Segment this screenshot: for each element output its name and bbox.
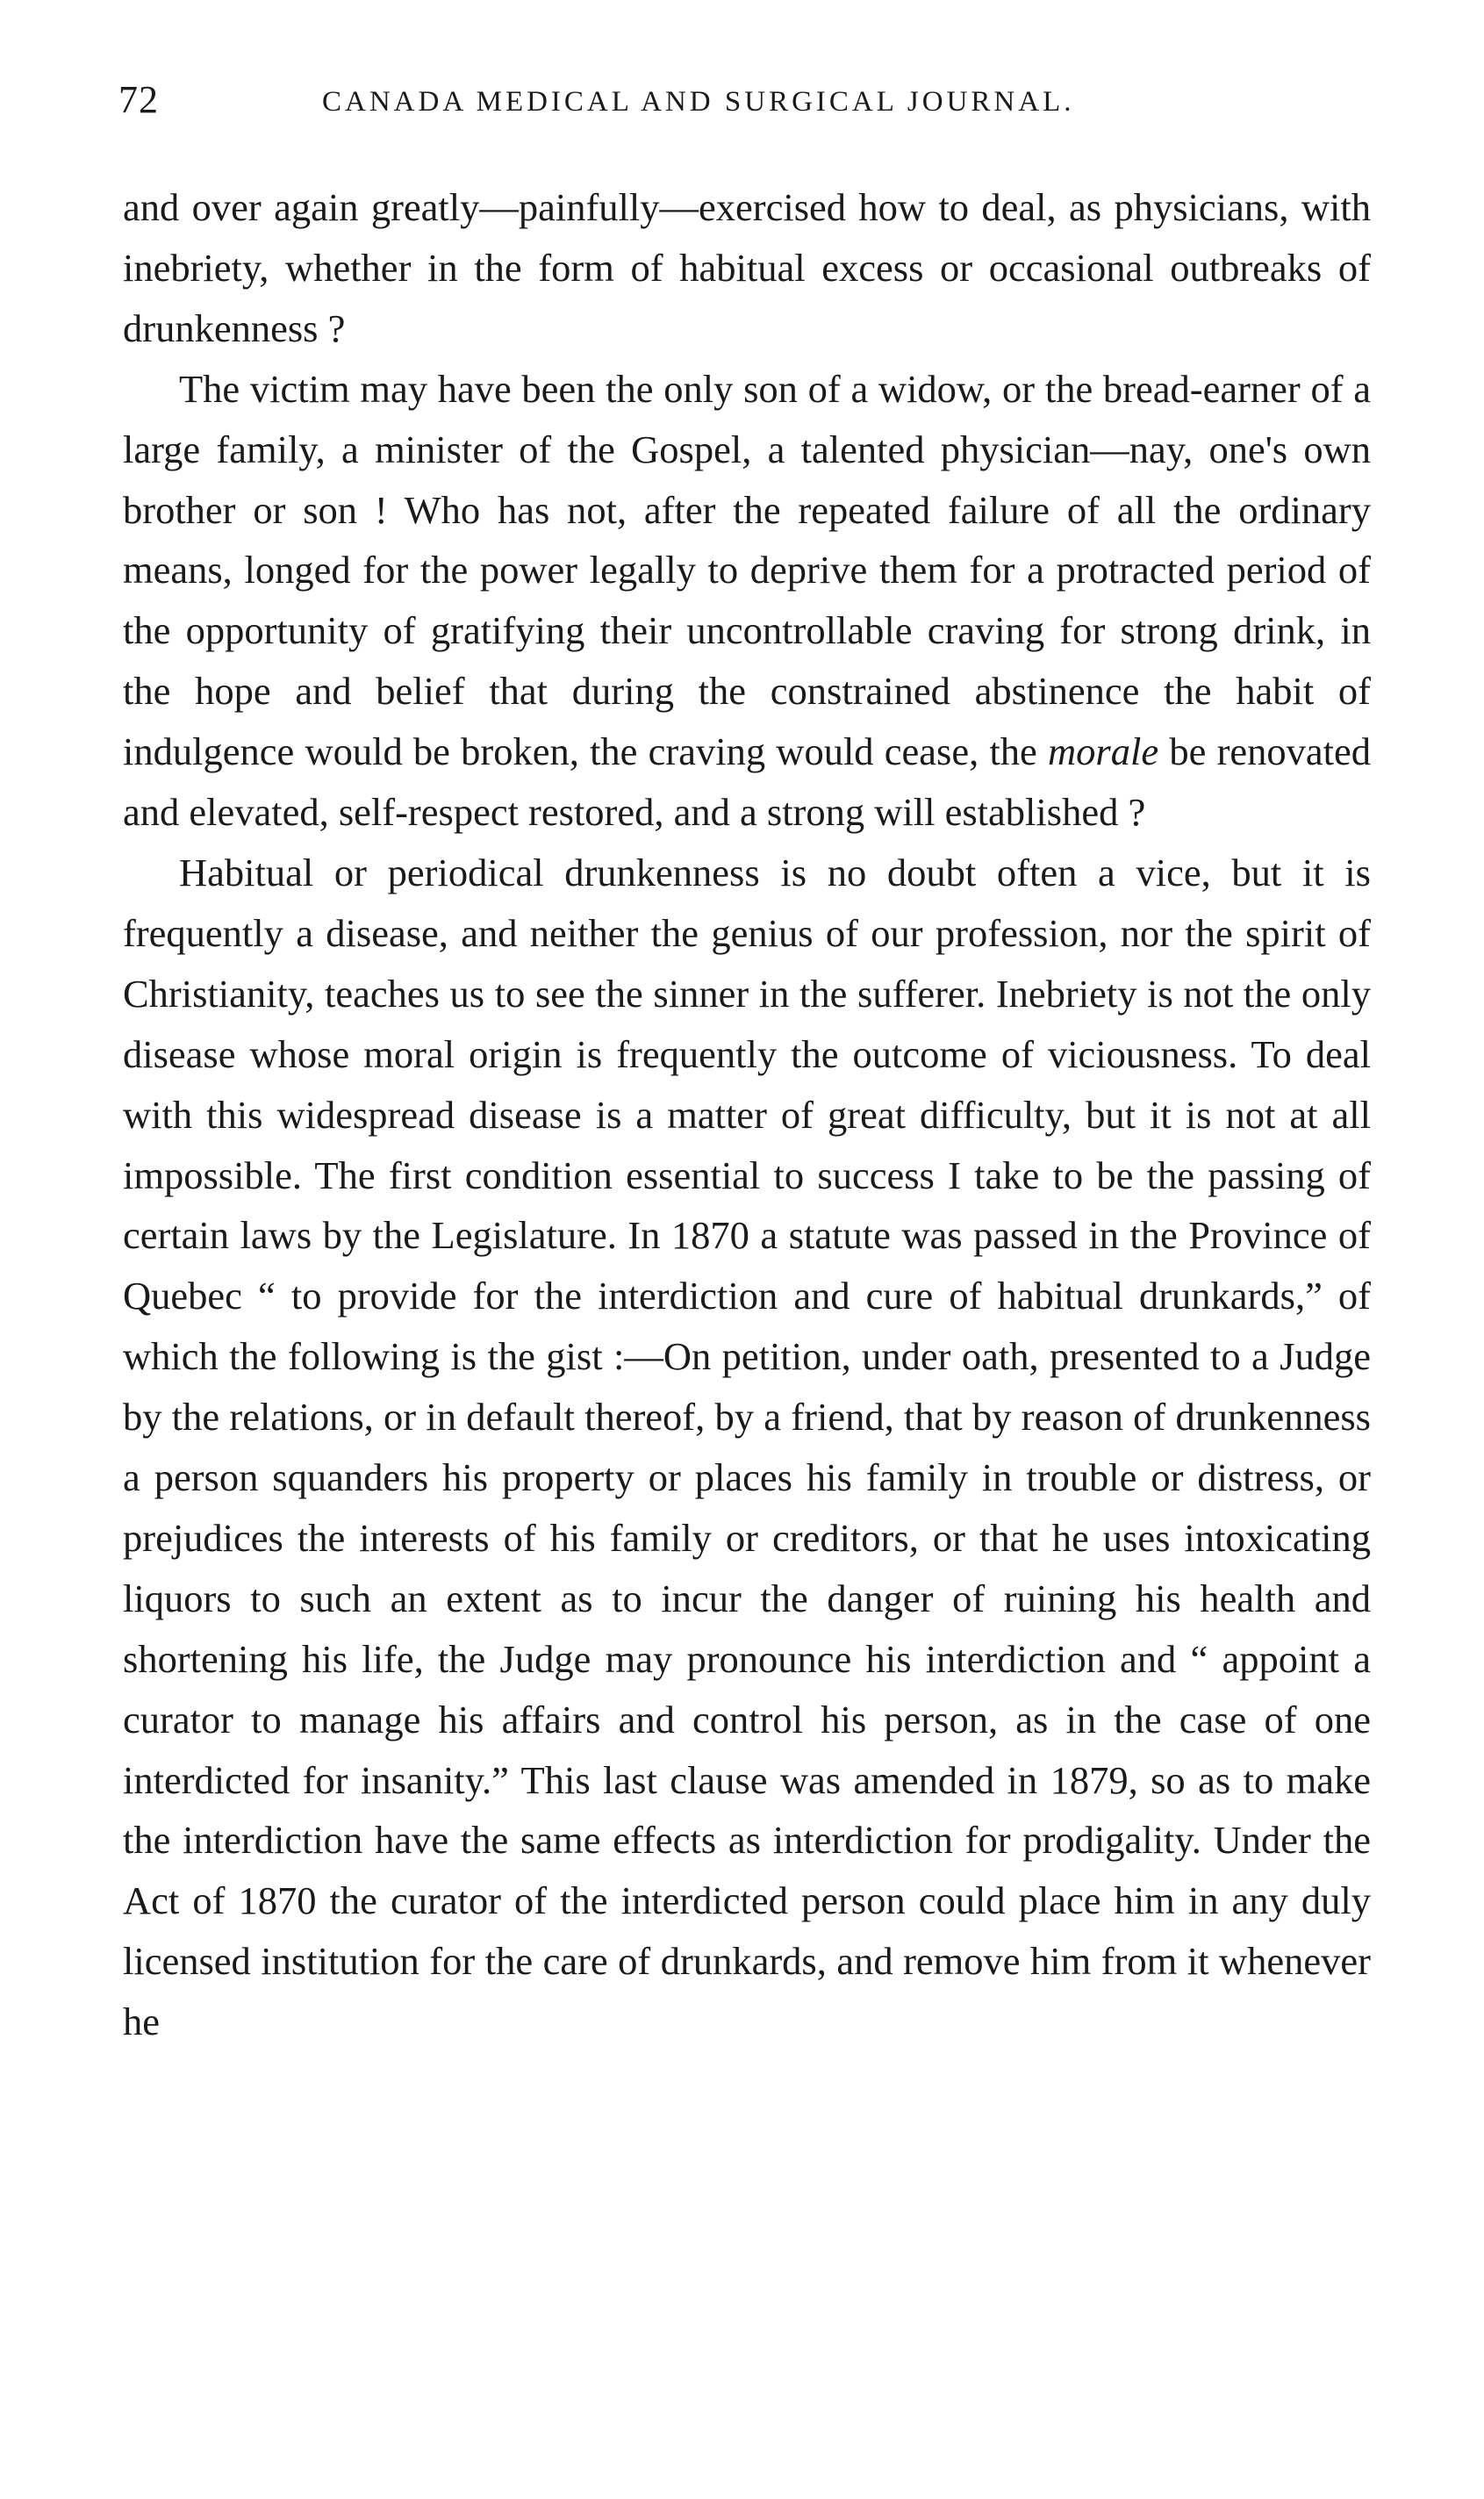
paragraph-drunkenness: Habitual or periodical drunkenness is no doubt often a vice, but it is frequently a disease, and neither the genius of our profession, nor the spirit of Christianity, teaches us to see the sinner in the sufferer. Inebriety is not the only disease whose moral origin is frequently the outcome of viciousness. To deal with this widespread disease is a matter of great difficulty, but it is not at all impossible. The first condition essential to success I take to be the passing of certain laws by the Legislature. In 1870 a statute was passed in the Province of Quebec “ to provide for the interdiction and cure of habitual drunkards,” of which the following is the gist :—On petition, under oath, presented to a Judge by the relations, or in default thereof, by a friend, that by reason of drunkenness a person squanders his property or places his family in trouble or distress, or prejudices the interests of his family or creditors, or that he uses intoxicating liquors to such an extent as to incur the danger of ruining his health and shortening his life, the Judge may pronounce his interdiction and “ appoint a curator to manage his affairs and control his person, as in the case of one interdicted for insanity.” This last clause was amended in 1879, so as to make the interdiction have the same effects as interdiction for prodigality. Under the Act of 1870 the curator of the interdicted person could place him in any duly licensed institution for the care of drunkards, and remove him from it whenever he <box>123 850 1371 2044</box>
italic-word-morale: morale <box>1048 729 1159 774</box>
running-head <box>118 77 1382 130</box>
page-number: 72 <box>118 78 159 121</box>
paragraph-continued: and over again greatly—painfully—exercised how to deal, as physicians, with inebriety, whether in the form of habitual excess or occasional outbreaks of drunkenness ? <box>123 185 1371 350</box>
article-body <box>123 177 1371 2052</box>
paragraph-victim-text-end: be renovated and elevated, self-respect restored, and a strong will established ? <box>123 729 1372 835</box>
paragraph-victim <box>123 359 1371 843</box>
paragraph-victim-text-start: The victim may have been the only son of a widow, or the bread-earner of a large family, a minister of the Gospel, a talented physician—nay, one's own brother or son ! Who has not, after the repeated failure of all the ordinary means, longed for the power legally to deprive them for a protracted period of the opportunity of gratifying their uncontrollable craving for strong drink, in the hope and belief that during the constrained abstinence the habit of indulgence would be broken, the craving would cease, the <box>123 366 1371 774</box>
journal-title: CANADA MEDICAL AND SURGICAL JOURNAL. <box>322 86 1075 118</box>
